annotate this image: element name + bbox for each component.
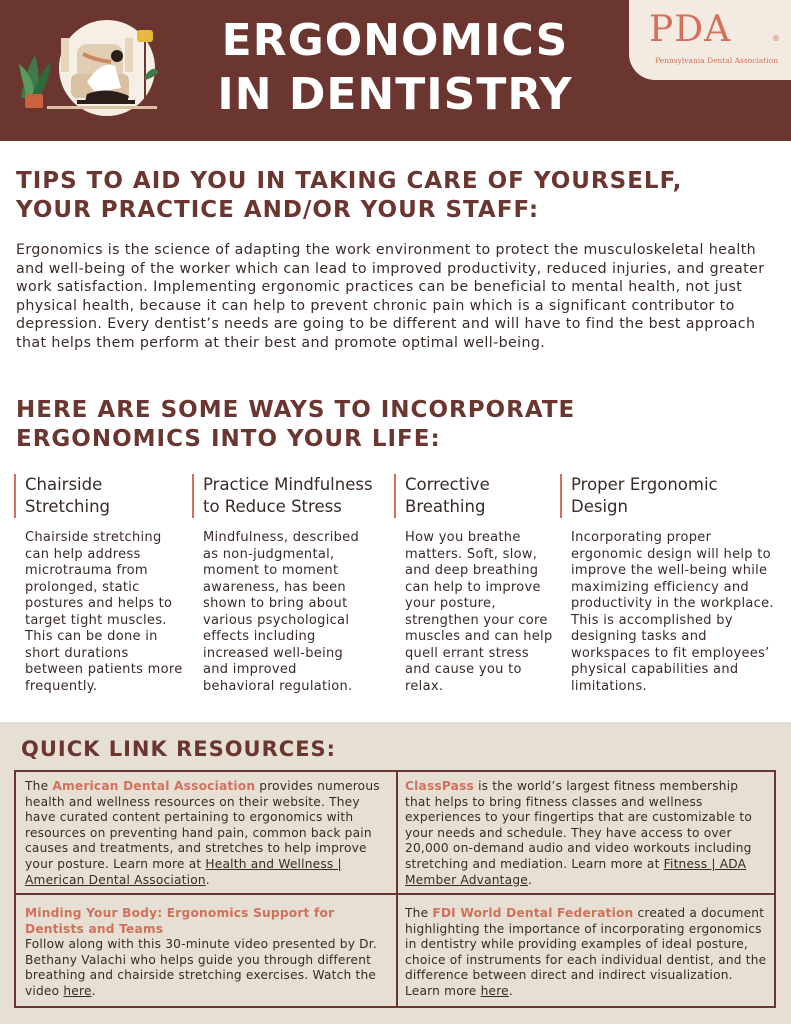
tips-heading — [16, 167, 682, 225]
grid-divider-horizontal — [16, 893, 774, 895]
ways-heading-line-1: HERE ARE SOME WAYS TO INCORPORATE — [16, 397, 576, 423]
tip-title-line: Corrective — [405, 475, 490, 494]
text: is the world’s largest fitness membership that helps to bring fitness classes and wellness experiences to your fingertips that are customizable to your needs and schedule. They have access to over 20,000 on-demand audio and video workouts including stretching and mediation. Learn more at — [405, 779, 753, 871]
tip-mindfulness — [192, 474, 390, 695]
resource-ada — [25, 779, 387, 888]
grid-divider-vertical — [396, 772, 398, 1006]
resources-grid — [14, 770, 776, 1008]
pda-logo-subtitle: Pennsylvania Dental Association — [655, 56, 779, 65]
ada-link[interactable]: American Dental Association — [52, 779, 256, 793]
header-banner — [0, 0, 791, 141]
tip-title-line: Proper Ergonomic — [571, 475, 718, 494]
tip-body: How you breathe matters. Soft, slow, and deep breathing can help to improve your posture, strengthen your core muscles and can help quell errant stress and cause you to relax. — [405, 530, 553, 694]
tip-chairside-stretching — [14, 474, 190, 695]
tip-body: Chairside stretching can help address microtrauma from prolonged, static postures and helps to target tight muscles. This can be done in short durations between patients more frequently. — [25, 530, 183, 694]
tip-title-line: Breathing — [405, 496, 486, 516]
tip-corrective-breathing — [394, 474, 556, 695]
ways-heading — [16, 396, 575, 454]
resource-classpass — [405, 779, 767, 888]
text: created a document highlighting the importance of incorporating ergonomics in dentistry while providing examples of ideal posture, choice of instruments for each individual dentist, and the difference between direct and indirect visualization. Learn more — [405, 906, 767, 998]
text: . — [508, 983, 513, 998]
tip-title — [560, 474, 782, 518]
ways-heading-line-2: ERGONOMICS INTO YOUR LIFE: — [16, 426, 441, 452]
text: The — [25, 779, 53, 793]
tip-title-line: Stretching — [25, 496, 111, 516]
resource-fdi — [405, 906, 767, 1000]
text: . — [205, 872, 210, 887]
tip-title — [14, 474, 190, 518]
resource-minding-your-body — [25, 906, 387, 1000]
yoga-illustration — [17, 16, 173, 116]
tip-ergonomic-design — [560, 474, 782, 695]
tip-title-line: Chairside — [25, 475, 103, 494]
text: Follow along with this 30-minute video presented by Dr. Bethany Valachi who helps guide you through different breathing and chairside stretching exercises. Watch the video — [25, 937, 377, 998]
tip-title-line: Practice Mindfulness — [203, 475, 373, 494]
title-line-2: IN DENTISTRY — [217, 69, 573, 120]
fitness-ada-member-link[interactable]: Fitness | ADA Member Advantage — [405, 856, 747, 887]
pda-logo — [629, 0, 791, 80]
registered-mark: ® — [772, 34, 780, 43]
tip-body: Incorporating proper ergonomic design will help to improve the well-being while maximizing efficiency and productivity in the workplace. This is accomplished by designing tasks and workspaces to fit employees’ physical capabilities and limitations. — [571, 530, 774, 694]
ada-health-wellness-link[interactable]: Health and Wellness | American Dental Association — [25, 856, 342, 887]
tip-title — [394, 474, 556, 518]
tip-title — [192, 474, 390, 518]
classpass-link[interactable]: ClassPass — [405, 779, 474, 793]
tip-body: Mindfulness, described as non-judgmental, moment to moment awareness, has been shown to bring about various psychological effects including increased well-being and improved behavioral regulation. — [203, 530, 360, 694]
intro-paragraph: Ergonomics is the science of adapting the work environment to protect the musculoskeletal health and well-being of the worker which can lead to improved productivity, reduced injuries, and greater work satisfaction. Implementing ergonomic practices can be beneficial to mental health, not just physical health, because it can help to prevent chronic pain which is a significant contributor to depression. Every dentist’s needs are going to be different and will have to find the best approach that helps them perform at their best and promote optimal well-being. — [16, 242, 765, 351]
page-title — [175, 14, 615, 122]
resources-heading: QUICK LINK RESOURCES: — [21, 737, 337, 761]
minding-your-body-link[interactable]: Minding Your Body: Ergonomics Support for Dentists and Teams — [25, 906, 335, 936]
tips-heading-line-2: YOUR PRACTICE AND/OR YOUR STAFF: — [16, 197, 540, 223]
fdi-link[interactable]: FDI World Dental Federation — [432, 906, 634, 920]
pda-logo-mark: PDA — [649, 9, 732, 50]
text: provides numerous health and wellness resources on their website. They have curated content pertaining to ergonomics with resources on preventing hand pain, common back pain causes and treatments, and stretches to help improve your posture. Learn more at — [25, 779, 380, 871]
title-line-1: ERGONOMICS — [221, 15, 569, 66]
tip-title-line: to Reduce Stress — [203, 496, 342, 516]
text: . — [527, 872, 533, 887]
text: The — [405, 906, 433, 920]
text: . — [91, 983, 96, 998]
video-here-link[interactable]: here — [63, 983, 92, 998]
tips-heading-line-1: TIPS TO AID YOU IN TAKING CARE OF YOURSELF, — [16, 168, 683, 194]
fdi-here-link[interactable]: here — [480, 983, 509, 998]
tip-title-line: Design — [571, 496, 628, 516]
